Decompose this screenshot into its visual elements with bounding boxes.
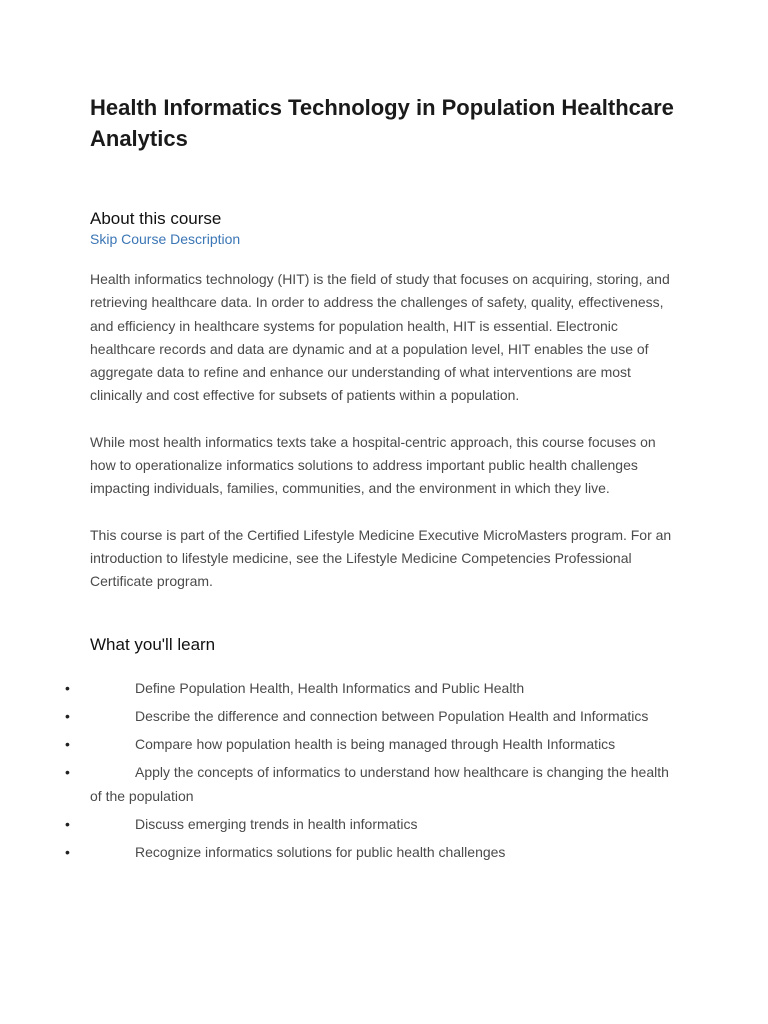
learning-outcomes-list <box>65 677 680 865</box>
list-item-text: Define Population Health, Health Informatics and Public Health <box>135 679 525 696</box>
list-item-text: Compare how population health is being managed through Health Informatics <box>135 736 616 753</box>
list-item-text: Discuss emerging trends in health informatics <box>135 816 418 833</box>
list-item <box>65 705 680 728</box>
bullet-icon: • <box>65 816 70 833</box>
list-item <box>65 841 680 864</box>
course-page <box>65 92 680 870</box>
bullet-icon: • <box>65 764 70 781</box>
bullet-icon: • <box>65 707 70 724</box>
list-item-text: Describe the difference and connection between Population Health and Informatics <box>135 707 649 724</box>
bullet-icon: • <box>65 679 70 696</box>
list-item <box>65 813 680 836</box>
list-item <box>65 677 680 700</box>
page-title: Health Informatics Technology in Population Healthcare Analytics <box>90 95 674 151</box>
about-heading: About this course <box>90 209 222 228</box>
description-paragraph: While most health informatics texts take a hospital-centric approach, this course focuses on how to operationalize informatics solutions to address important public health challenges impacting individuals, families, communities, and the environment in which they live. <box>90 433 656 497</box>
skip-course-description-link[interactable]: Skip Course Description <box>90 231 241 247</box>
list-item-text: Recognize informatics solutions for public health challenges <box>135 844 506 861</box>
description-paragraph: Health informatics technology (HIT) is the field of study that focuses on acquiring, storing, and retrieving healthcare data. In order to address the challenges of safety, quality, effectiveness, and efficiency in healthcare systems for population health, HIT is essential. Electronic healthcare records and data are dynamic and at a population level, HIT enables the use of aggregate data to refine and enhance our understanding of what interventions are most clinically and cost effective for subsets of patients within a population. <box>90 271 670 404</box>
bullet-icon: • <box>65 844 70 861</box>
list-item <box>65 761 680 808</box>
learn-heading: What you'll learn <box>90 634 216 654</box>
description-paragraph: This course is part of the Certified Lifestyle Medicine Executive MicroMasters program. For an introduction to lifestyle medicine, see the Lifestyle Medicine Competencies Professional Certificate program. <box>90 526 672 590</box>
bullet-icon: • <box>65 736 70 753</box>
list-item <box>65 733 680 756</box>
list-item-text: Apply the concepts of informatics to understand how healthcare is changing the health of the population <box>90 764 669 804</box>
